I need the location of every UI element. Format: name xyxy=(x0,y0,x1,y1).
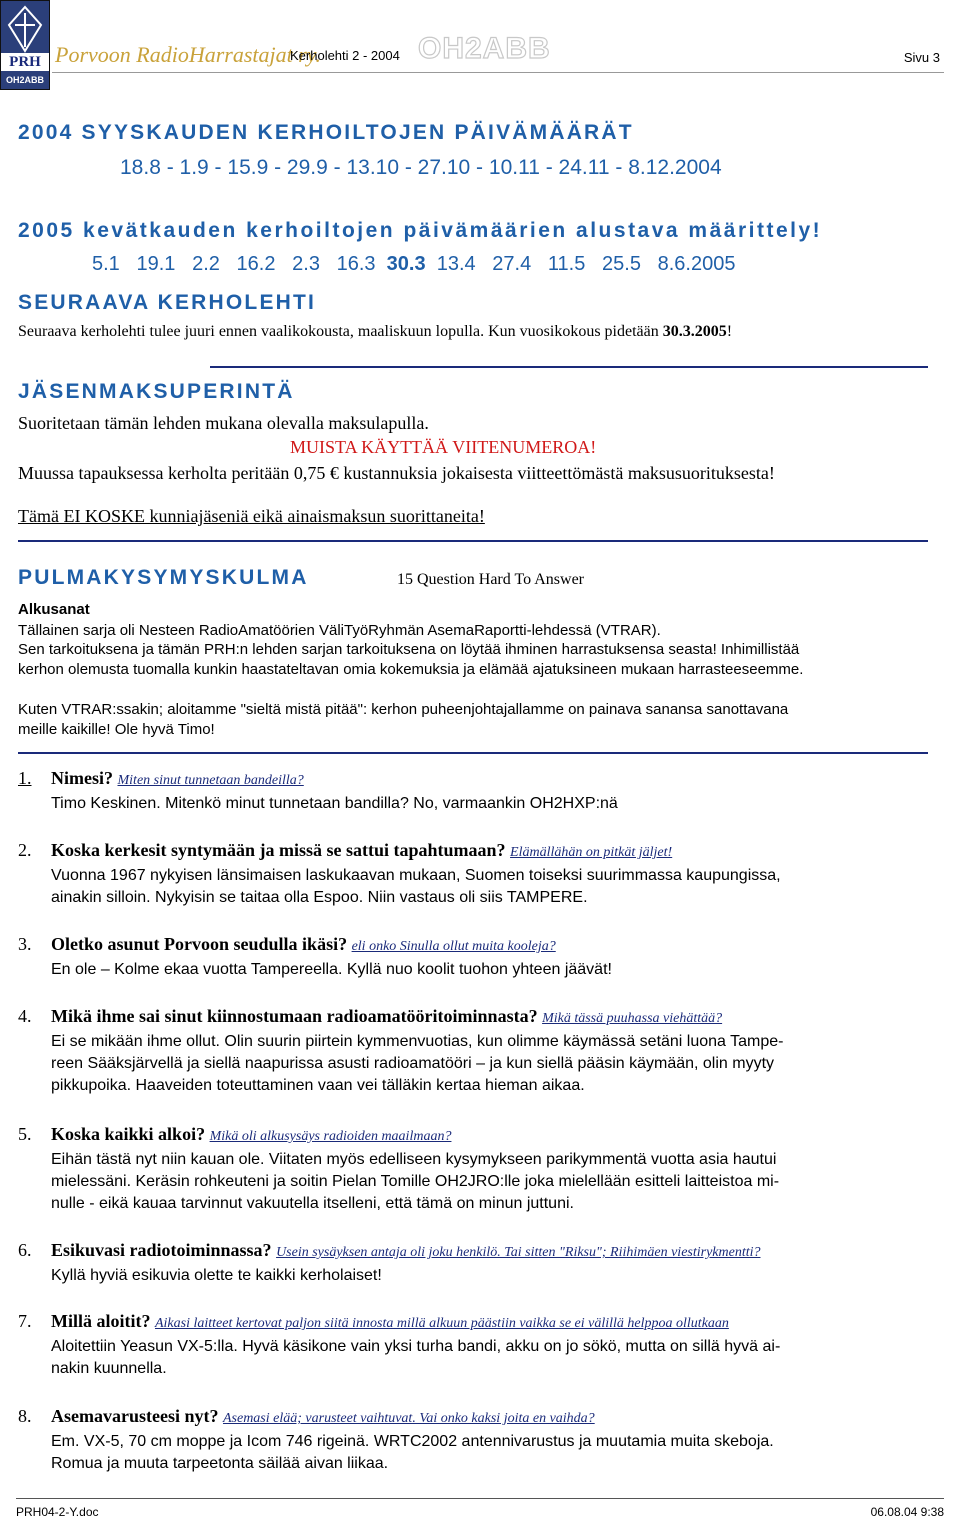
spring-dates-heading: 2005 kevätkauden kerhoiltojen päivämäärien alustava määrittely! xyxy=(18,219,823,242)
club-name: Porvoon RadioHarrastajat ry. xyxy=(55,42,321,67)
answer-line: En ole – Kolme ekaa vuotta Tampereella. Kyllä nuo koolit tuohon yhteen jäävät! xyxy=(51,961,612,978)
question-row xyxy=(18,1006,722,1027)
question-row xyxy=(18,840,672,861)
question-text: Oletko asunut Porvoon seudulla ikäsi? xyxy=(51,934,348,954)
footer-rule xyxy=(16,1498,944,1499)
answer-line: mielessäni. Keräsin rohkeuteni ja soitin Pielan Tomille OH2JRO:lle joka mielellään esitteli laitteistoa mi- xyxy=(51,1173,780,1190)
answer-line: pikkupoika. Haaveiden toteuttaminen vaan vei tälläkin kertaa hieman aikaa. xyxy=(51,1077,585,1094)
question-number: 8. xyxy=(18,1406,32,1426)
question-text: Millä aloitit? xyxy=(51,1311,151,1331)
question-text: Koska kaikki alkoi? xyxy=(51,1124,206,1144)
callsign-watermark: OH2ABB xyxy=(418,32,551,65)
question-row xyxy=(18,1406,595,1427)
next-issue-date: 30.3.2005 xyxy=(662,323,727,340)
intro-line3: kerhon olemusta tuomalla kunkin haastateltavan omia kokemuksia ja elämää ajatuksineen mukaan harrasteeseemme. xyxy=(18,661,804,678)
answer-line: nakin kuunnella. xyxy=(51,1360,167,1377)
question-number: 5. xyxy=(18,1124,32,1144)
issue-label: Kerholehti 2 - 2004 xyxy=(290,48,400,63)
question-text: Asemavarusteesi nyt? xyxy=(51,1406,219,1426)
next-issue-heading: SEURAAVA KERHOLEHTI xyxy=(18,291,317,314)
club-logo xyxy=(0,0,50,90)
puzzle-heading: PULMAKYSYMYSKULMA xyxy=(18,566,309,589)
question-text: Esikuvasi radiotoiminnassa? xyxy=(51,1240,272,1260)
question-number: 3. xyxy=(18,934,32,954)
next-issue-text-a: Seuraava kerholehti tulee juuri ennen vaalikokousta, maaliskuun lopulla. Kun vuosikokous pidetään xyxy=(18,323,663,340)
membership-line3: Muussa tapauksessa kerholta peritään 0,75 € kustannuksia jokaisesta viitteettömästä maksusuorituksesta! xyxy=(18,463,775,483)
answer-line: Em. VX-5, 70 cm moppe ja Icom 746 rigeinä. WRTC2002 antennivarustus ja muutamia muita skeboja. xyxy=(51,1433,774,1450)
answer-line: ainakin silloin. Nykyisin se taitaa olla Espoo. Niin vastaus oli siis TAMPERE. xyxy=(51,889,588,906)
question-row xyxy=(18,1124,451,1145)
question-subtext: Elämällähän on pitkät jäljet! xyxy=(510,845,673,860)
question-subtext: Mikä oli alkusysäys radioiden maailmaan? xyxy=(209,1129,452,1144)
next-issue-text-b: ! xyxy=(726,323,733,340)
answer-line: Ei se mikään ihme ollut. Olin suurin piirtein kymmenvuotias, kun olimme käymässä setäni luona Tampe- xyxy=(51,1033,784,1050)
question-number: 6. xyxy=(18,1240,32,1260)
spring-dates-bold: 30.3 xyxy=(386,253,426,275)
question-text: Mikä ihme sai sinut kiinnostumaan radioamatööritoiminnasta? xyxy=(51,1006,538,1026)
membership-line4: Tämä EI KOSKE kunniajäseniä eikä ainaismaksun suorittaneita! xyxy=(18,506,485,526)
answer-line: Romua ja muuta tarpeetonta säilää aivan liikaa. xyxy=(51,1455,389,1472)
membership-line1: Suoritetaan tämän lehden mukana olevalla maksulapulla. xyxy=(18,413,429,433)
question-row xyxy=(18,934,556,955)
answer-line: Kyllä hyviä esikuvia olette te kaikki kerholaiset! xyxy=(51,1267,382,1284)
dates-heading: 2004 SYYSKAUDEN KERHOILTOJEN PÄIVÄMÄÄRÄT xyxy=(18,121,634,144)
question-number: 1. xyxy=(18,768,32,788)
answer-line: reen Sääksjärvellä ja siellä naapurissa asusti radioamatööri – ja kun siellä pääsin käymään, olin myyty xyxy=(51,1055,775,1072)
question-subtext: Miten sinut tunnetaan bandeilla? xyxy=(117,773,304,788)
header-rule xyxy=(52,72,944,73)
answer-line: Timo Keskinen. Mitenkö minut tunnetaan bandilla? No, varmaankin OH2HXP:nä xyxy=(51,795,618,812)
spring-dates-b: 13.4 27.4 11.5 25.5 8.6.2005 xyxy=(425,253,736,275)
question-subtext: eli onko Sinulla ollut muita kooleja? xyxy=(351,939,556,954)
section-rule-2 xyxy=(18,540,928,542)
membership-heading: JÄSENMAKSUPERINTÄ xyxy=(18,380,295,403)
membership-reference-reminder: MUISTA KÄYTTÄÄ VIITENUMEROA! xyxy=(290,437,597,457)
question-subtext: Asemasi elää; varusteet vaihtuvat. Vai onko kaksi joita en vaihda? xyxy=(222,1411,595,1426)
footer-filename: PRH04-2-Y.doc xyxy=(16,1505,99,1519)
intro-line5: meille kaikille! Ole hyvä Timo! xyxy=(18,721,215,738)
footer-date: 06.08.04 9:38 xyxy=(870,1505,944,1519)
answer-line: Vuonna 1967 nykyisen länsimaisen laskukaavan mukaan, Suomen toiseksi suurimmassa kaupungissa, xyxy=(51,867,781,884)
question-number: 2. xyxy=(18,840,32,860)
section-rule-1 xyxy=(210,366,928,368)
question-number: 4. xyxy=(18,1006,32,1026)
intro-line2: Sen tarkoituksena ja tämän PRH:n lehden sarjan tarkoituksena on löytää ihminen harrastuksensa seasta! Inhimillistää xyxy=(18,641,800,658)
puzzle-subtitle: 15 Question Hard To Answer xyxy=(397,571,585,588)
autumn-dates: 18.8 - 1.9 - 15.9 - 29.9 - 13.10 - 27.10 - 10.11 - 24.11 - 8.12.2004 xyxy=(120,156,722,179)
next-issue-text xyxy=(18,323,732,341)
spring-dates-a: 5.1 19.1 2.2 16.2 2.3 16.3 xyxy=(92,253,387,275)
question-subtext: Usein sysäyksen antaja oli joku henkilö. Tai sitten "Riksu"; Riihimäen viestirykmentti? xyxy=(276,1245,761,1260)
antenna-icon xyxy=(1,3,49,55)
question-row xyxy=(18,1240,761,1261)
question-subtext: Aikasi laitteet kertovat paljon siitä innosta millä alkuun päästiin vaikka se ei välillä helppoa ollutkaan xyxy=(154,1316,729,1331)
question-text: Koska kerkesit syntymään ja missä se sattui tapahtumaan? xyxy=(51,840,506,860)
intro-line1: Tällainen sarja oli Nesteen RadioAmatöörien VäliTyöRyhmän AsemaRaportti-lehdessä (VTRAR). xyxy=(18,622,661,639)
section-rule-3 xyxy=(18,752,928,754)
spring-dates xyxy=(92,253,735,276)
page-number: Sivu 3 xyxy=(903,50,940,65)
answer-line: Aloitettiin Yeasun VX-5:lla. Hyvä käsikone vain yksi turha bandi, akku on jo sökö, mutta on sillä hyvä ai- xyxy=(51,1338,781,1355)
question-text: Nimesi? xyxy=(51,768,113,788)
question-row xyxy=(18,768,304,789)
logo-top-text: PRH xyxy=(1,53,49,71)
answer-line: nulle - eikä kauaa tarvinnut vakuutella itselleni, että tämä on minun juttuni. xyxy=(51,1195,574,1212)
logo-bottom-text: OH2ABB xyxy=(5,75,44,85)
question-subtext: Mikä tässä puuhassa viehättää? xyxy=(542,1011,723,1026)
answer-line: Eihän tästä nyt niin kauan ole. Viitaten myös edelliseen kysymykseen parikymmentä vuotta asia hautui xyxy=(51,1151,777,1168)
question-row xyxy=(18,1311,729,1332)
question-number: 7. xyxy=(18,1311,32,1331)
intro-heading: Alkusanat xyxy=(18,601,90,618)
intro-line4: Kuten VTRAR:ssakin; aloitamme "sieltä mistä pitää": kerhon puheenjohtajallamme on painava sanansa sanottavana xyxy=(18,701,789,718)
